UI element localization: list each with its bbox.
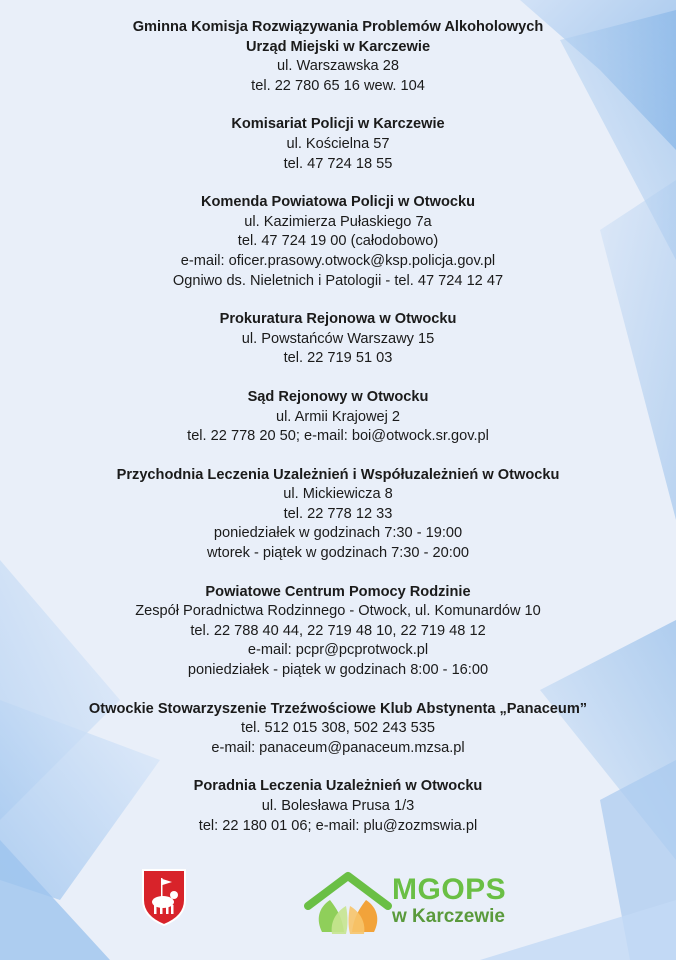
contact-line: tel. 22 778 20 50; e-mail: boi@otwock.sr.gov.pl bbox=[187, 428, 489, 445]
contact-line: tel. 22 719 51 03 bbox=[283, 350, 393, 367]
contact-block bbox=[0, 777, 676, 836]
contact-line: poniedziałek w godzinach 7:30 - 19:00 bbox=[213, 525, 463, 542]
karczew-coat-of-arms-icon bbox=[140, 868, 188, 926]
contact-title: Gminna Komisja Rozwiązywania Problemów Alkoholowych bbox=[132, 19, 544, 35]
contact-title: Poradnia Leczenia Uzależnień w Otwocku bbox=[193, 778, 483, 795]
contact-line: wtorek - piątek w godzinach 7:30 - 20:00 bbox=[206, 545, 470, 562]
contact-title: Komenda Powiatowa Policji w Otwocku bbox=[200, 194, 476, 211]
contact-block bbox=[0, 115, 676, 174]
contact-line: tel. 22 788 40 44, 22 719 48 10, 22 719 48 12 bbox=[190, 622, 486, 639]
contact-line: ul. Kazimierza Pułaskiego 7a bbox=[244, 213, 432, 230]
contact-title: Powiatowe Centrum Pomocy Rodzinie bbox=[205, 583, 471, 600]
contact-block bbox=[0, 18, 676, 96]
contact-title: Otwockie Stowarzyszenie Trzeźwościowe Klub Abstynenta „Panaceum” bbox=[88, 700, 588, 717]
contact-line: tel. 47 724 19 00 (całodobowo) bbox=[237, 233, 439, 250]
contact-line: e-mail: pcpr@pcprotwock.pl bbox=[247, 642, 429, 659]
logo-sub-text: w Karczewie bbox=[392, 906, 505, 927]
contact-block bbox=[0, 700, 676, 759]
contact-block bbox=[0, 466, 676, 564]
logo-main-text: MGOPS bbox=[392, 873, 507, 906]
contact-line: ul. Armii Krajowej 2 bbox=[275, 408, 401, 425]
hands-house-icon bbox=[302, 868, 394, 940]
contact-line: tel. 47 724 18 55 bbox=[283, 155, 393, 172]
contact-block bbox=[0, 388, 676, 447]
footer bbox=[0, 862, 676, 942]
contact-block bbox=[0, 193, 676, 291]
mgops-logo-text bbox=[392, 874, 506, 928]
contact-line: ul. Warszawska 28 bbox=[277, 58, 399, 75]
contact-title: Sąd Rejonowy w Otwocku bbox=[247, 388, 429, 405]
contact-title: Komisariat Policji w Karczewie bbox=[231, 116, 445, 133]
contact-title: Przychodnia Leczenia Uzależnień i Współuzależnień w Otwocku bbox=[116, 466, 560, 483]
contact-line: tel. 22 778 12 33 bbox=[283, 505, 393, 522]
contact-line: e-mail: oficer.prasowy.otwock@ksp.policja.gov.pl bbox=[180, 252, 496, 269]
contact-line: ul. Powstańców Warszawy 15 bbox=[241, 330, 435, 347]
contact-block bbox=[0, 583, 676, 681]
contact-line: Zespół Poradnictwa Rodzinnego - Otwock, ul. Komunardów 10 bbox=[135, 603, 541, 620]
contact-line: tel. 512 015 308, 502 243 535 bbox=[241, 720, 435, 737]
contact-line: ul. Kościelna 57 bbox=[286, 135, 390, 152]
contact-title: Prokuratura Rejonowa w Otwocku bbox=[219, 311, 457, 328]
contact-list bbox=[0, 18, 676, 855]
contact-block bbox=[0, 310, 676, 369]
contact-line: Urząd Miejski w Karczewie bbox=[245, 38, 431, 55]
contact-line: tel. 22 780 65 16 wew. 104 bbox=[251, 77, 425, 94]
contact-line: e-mail: panaceum@panaceum.mzsa.pl bbox=[211, 739, 465, 756]
contact-line: tel: 22 180 01 06; e-mail: plu@zozmswia.pl bbox=[198, 817, 478, 834]
contact-line: ul. Mickiewicza 8 bbox=[283, 486, 393, 503]
contact-line: ul. Bolesława Prusa 1/3 bbox=[261, 798, 415, 814]
contact-line: Ogniwo ds. Nieletnich i Patologii - tel. 47 724 12 47 bbox=[172, 272, 504, 289]
contact-line: poniedziałek - piątek w godzinach 8:00 - 16:00 bbox=[187, 662, 489, 679]
